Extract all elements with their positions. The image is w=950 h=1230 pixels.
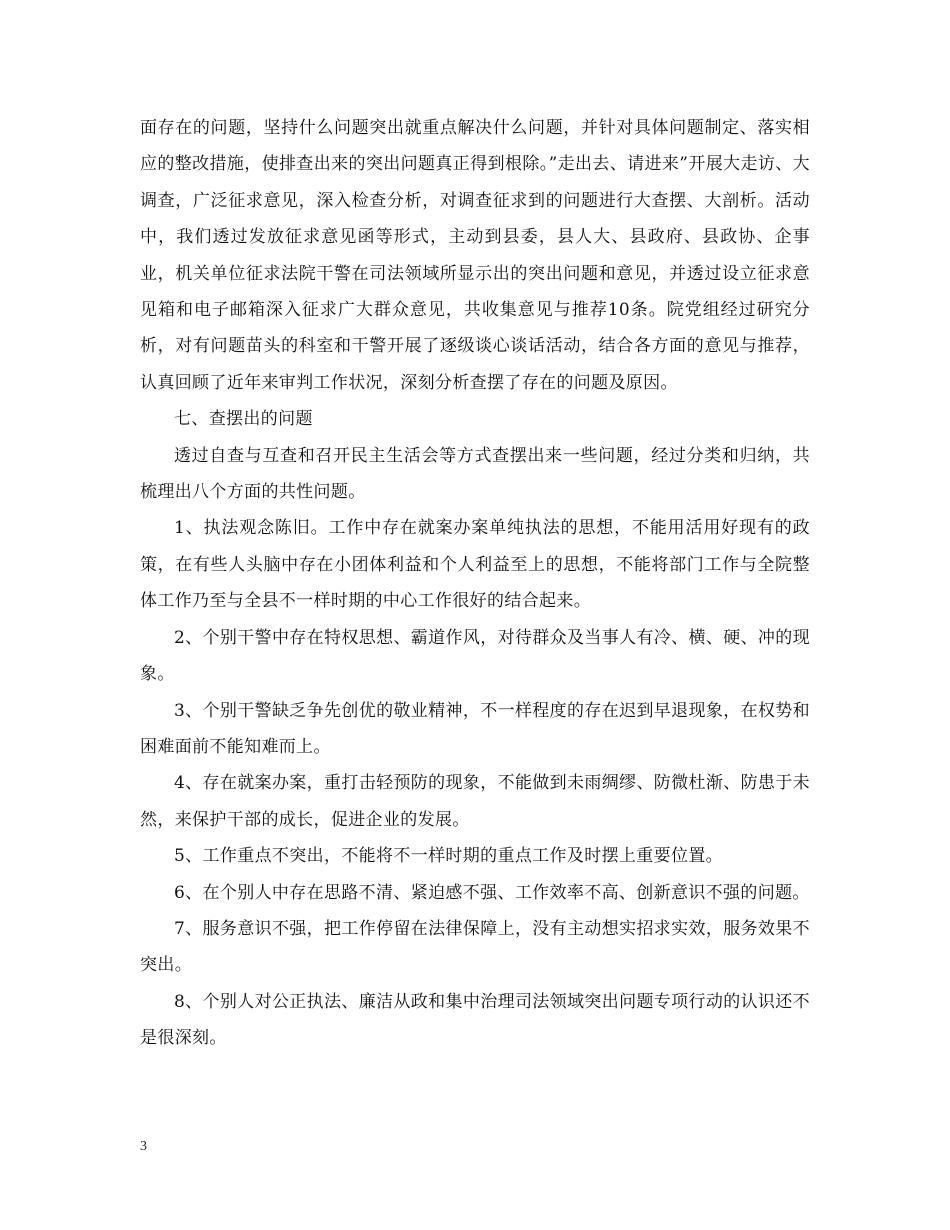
paragraph-continuation: 面存在的问题，坚持什么问题突出就重点解决什么问题，并针对具体问题制定、落实相应的整改措施，使排查出来的突出问题真正得到根除。”走出去、请进来”开展大走访、大调查，广泛征求意见，深入检查分析，对调查征求到的问题进行大查摆、大剖析。活动中，我们透过发放征求意见函等形式，主动到县委，县人大、县政府、县政协、企事业，机关单位征求法院干警在司法领域所显示出的突出问题和意见，并透过设立征求意见箱和电子邮箱深入征求广大群众意见，共收集意见与推荐10条。院党组经过研究分析，对有问题苗头的科室和干警开展了逐级谈心谈话活动，结合各方面的意见与推荐，认真回顾了近年来审判工作状况，深刻分析查摆了存在的问题及原因。 [140,118,810,393]
problem-item-2: 2、个别干警中存在特权思想、霸道作风，对待群众及当事人有冷、横、硬、冲的现象。 [140,627,810,685]
problem-item-7: 7、服务意识不强，把工作停留在法律保障上，没有主动想实招求实效，服务效果不突出。 [140,918,810,976]
page-number: 3 [140,1139,147,1154]
problem-item-4: 4、存在就案办案，重打击轻预防的现象，不能做到未雨绸缪、防微杜渐、防患于未然，来保护干部的成长，促进企业的发展。 [140,773,810,830]
section-heading-seven: 七、查摆出的问题 [174,409,313,430]
problem-item-3: 3、个别干警缺乏争先创优的敬业精神，不一样程度的存在迟到早退现象，在权势和困难面前不能知难而上。 [140,700,810,757]
problem-item-5: 5、工作重点不突出，不能将不一样时期的重点工作及时摆上重要位置。 [174,846,724,867]
problem-item-6: 6、在个别人中存在思路不清、紧迫感不强、工作效率不高、创新意识不强的问题。 [174,882,810,903]
problem-item-1: 1、执法观念陈旧。工作中存在就案办案单纯执法的思想，不能用活用好现有的政策，在有些人头脑中存在小团体利益和个人利益至上的思想，不能将部门工作与全院整体工作乃至与全县不一样时期的中心工作很好的结合起来。 [140,518,810,612]
document-body [140,110,810,1057]
paragraph-summary: 透过自查与互查和召开民主生活会等方式查摆出来一些问题，经过分类和归纳，共梳理出八个方面的共性问题。 [140,445,810,503]
problem-item-8: 8、个别人对公正执法、廉洁从政和集中治理司法领域突出问题专项行动的认识还不是很深刻。 [140,991,810,1049]
